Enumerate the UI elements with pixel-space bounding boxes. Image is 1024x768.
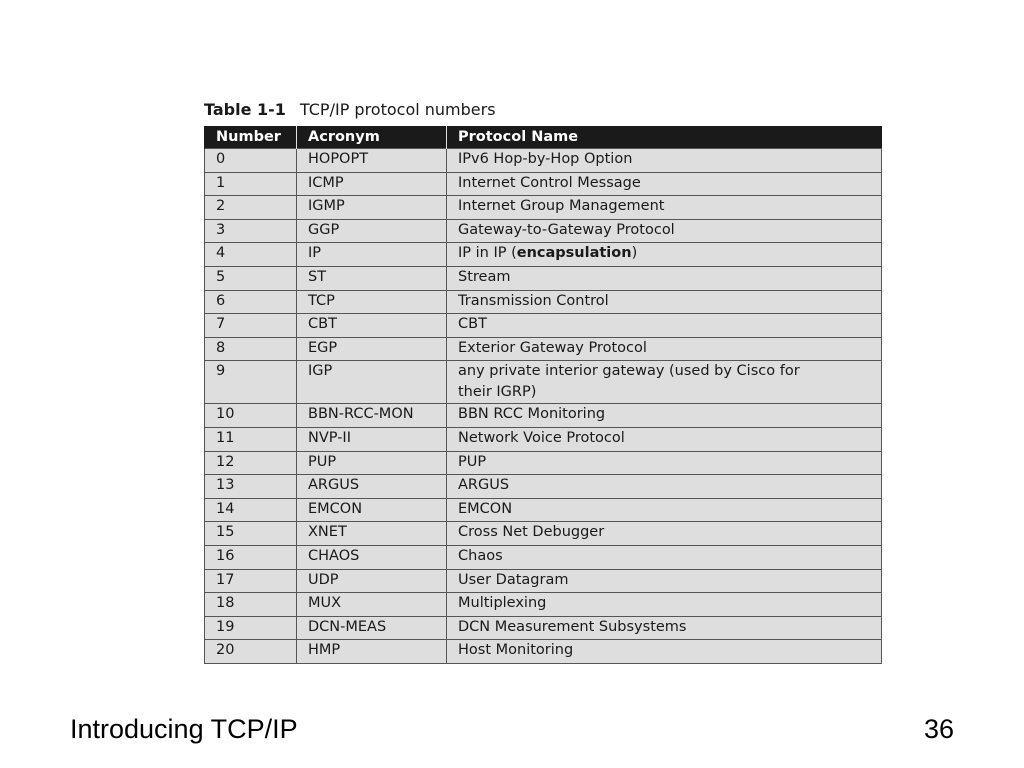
cell-number: 15 xyxy=(205,522,297,546)
protocol-name-text: ) xyxy=(631,245,638,262)
cell-number: 13 xyxy=(205,475,297,499)
cell-acronym: HOPOPT xyxy=(297,149,447,173)
table-row xyxy=(205,616,882,640)
table-row xyxy=(205,427,882,451)
table-caption-label: Table 1-1 xyxy=(204,100,286,119)
cell-protocol-name: Transmission Control xyxy=(447,290,882,314)
column-header-acronym: Acronym xyxy=(297,126,447,149)
cell-protocol-name: Stream xyxy=(447,266,882,290)
column-header-protocol-name: Protocol Name xyxy=(447,126,882,149)
table-row xyxy=(205,290,882,314)
cell-acronym: HMP xyxy=(297,640,447,664)
table-row xyxy=(205,243,882,267)
cell-number: 12 xyxy=(205,451,297,475)
cell-protocol-name: Internet Group Management xyxy=(447,196,882,220)
cell-protocol-name: BBN RCC Monitoring xyxy=(447,404,882,428)
column-header-number: Number xyxy=(205,126,297,149)
cell-acronym: XNET xyxy=(297,522,447,546)
cell-protocol-name: Cross Net Debugger xyxy=(447,522,882,546)
table-row xyxy=(205,314,882,338)
cell-acronym: GGP xyxy=(297,219,447,243)
cell-acronym: IGP xyxy=(297,361,447,404)
table-row xyxy=(205,545,882,569)
protocol-name-line: any private interior gateway (used by Cisco for xyxy=(458,363,800,380)
table-row xyxy=(205,172,882,196)
table-row xyxy=(205,498,882,522)
cell-protocol-name: Exterior Gateway Protocol xyxy=(447,337,882,361)
protocol-name-emphasis: encapsulation xyxy=(516,245,632,262)
cell-acronym: IP xyxy=(297,243,447,267)
cell-protocol-name: EMCON xyxy=(447,498,882,522)
cell-number: 8 xyxy=(205,337,297,361)
cell-number: 0 xyxy=(205,149,297,173)
cell-number: 17 xyxy=(205,569,297,593)
cell-acronym: PUP xyxy=(297,451,447,475)
table-header-row xyxy=(205,126,882,149)
cell-number: 2 xyxy=(205,196,297,220)
cell-acronym: ST xyxy=(297,266,447,290)
cell-number: 18 xyxy=(205,593,297,617)
cell-number: 7 xyxy=(205,314,297,338)
table-row xyxy=(205,196,882,220)
cell-protocol-name: User Datagram xyxy=(447,569,882,593)
cell-number: 16 xyxy=(205,545,297,569)
cell-number: 11 xyxy=(205,427,297,451)
cell-protocol-name xyxy=(447,361,882,404)
cell-number: 10 xyxy=(205,404,297,428)
table-row xyxy=(205,475,882,499)
table-row xyxy=(205,149,882,173)
cell-acronym: UDP xyxy=(297,569,447,593)
cell-number: 5 xyxy=(205,266,297,290)
cell-number: 4 xyxy=(205,243,297,267)
table-row xyxy=(205,569,882,593)
cell-protocol-name: Chaos xyxy=(447,545,882,569)
cell-protocol-name: PUP xyxy=(447,451,882,475)
cell-protocol-name xyxy=(447,243,882,267)
protocol-name-text: IP in IP ( xyxy=(458,245,517,262)
table-row xyxy=(205,640,882,664)
table-row xyxy=(205,404,882,428)
cell-protocol-name: Multiplexing xyxy=(447,593,882,617)
cell-protocol-name: IPv6 Hop-by-Hop Option xyxy=(447,149,882,173)
cell-acronym: EMCON xyxy=(297,498,447,522)
cell-acronym: ARGUS xyxy=(297,475,447,499)
cell-number: 9 xyxy=(205,361,297,404)
cell-number: 1 xyxy=(205,172,297,196)
table-row xyxy=(205,266,882,290)
cell-protocol-name: DCN Measurement Subsystems xyxy=(447,616,882,640)
cell-acronym: EGP xyxy=(297,337,447,361)
cell-acronym: IGMP xyxy=(297,196,447,220)
cell-protocol-name: CBT xyxy=(447,314,882,338)
cell-protocol-name: Internet Control Message xyxy=(447,172,882,196)
cell-protocol-name: Network Voice Protocol xyxy=(447,427,882,451)
cell-number: 6 xyxy=(205,290,297,314)
slide-footer-title: Introducing TCP/IP xyxy=(70,714,298,744)
table-row xyxy=(205,451,882,475)
cell-acronym: MUX xyxy=(297,593,447,617)
table-row xyxy=(205,361,882,404)
cell-number: 14 xyxy=(205,498,297,522)
cell-acronym: ICMP xyxy=(297,172,447,196)
table-row xyxy=(205,522,882,546)
table-row xyxy=(205,593,882,617)
cell-acronym: CHAOS xyxy=(297,545,447,569)
table-caption xyxy=(204,100,496,119)
slide-page-number: 36 xyxy=(923,714,954,744)
cell-acronym: CBT xyxy=(297,314,447,338)
table-caption-title: TCP/IP protocol numbers xyxy=(299,100,496,119)
protocol-numbers-table xyxy=(204,126,882,664)
protocol-name-line: their IGRP) xyxy=(458,384,537,401)
cell-number: 3 xyxy=(205,219,297,243)
table-row xyxy=(205,219,882,243)
cell-number: 20 xyxy=(205,640,297,664)
cell-acronym: BBN-RCC-MON xyxy=(297,404,447,428)
table-row xyxy=(205,337,882,361)
cell-acronym: TCP xyxy=(297,290,447,314)
cell-protocol-name: ARGUS xyxy=(447,475,882,499)
cell-protocol-name: Host Monitoring xyxy=(447,640,882,664)
cell-acronym: DCN-MEAS xyxy=(297,616,447,640)
cell-acronym: NVP-II xyxy=(297,427,447,451)
cell-number: 19 xyxy=(205,616,297,640)
cell-protocol-name: Gateway-to-Gateway Protocol xyxy=(447,219,882,243)
